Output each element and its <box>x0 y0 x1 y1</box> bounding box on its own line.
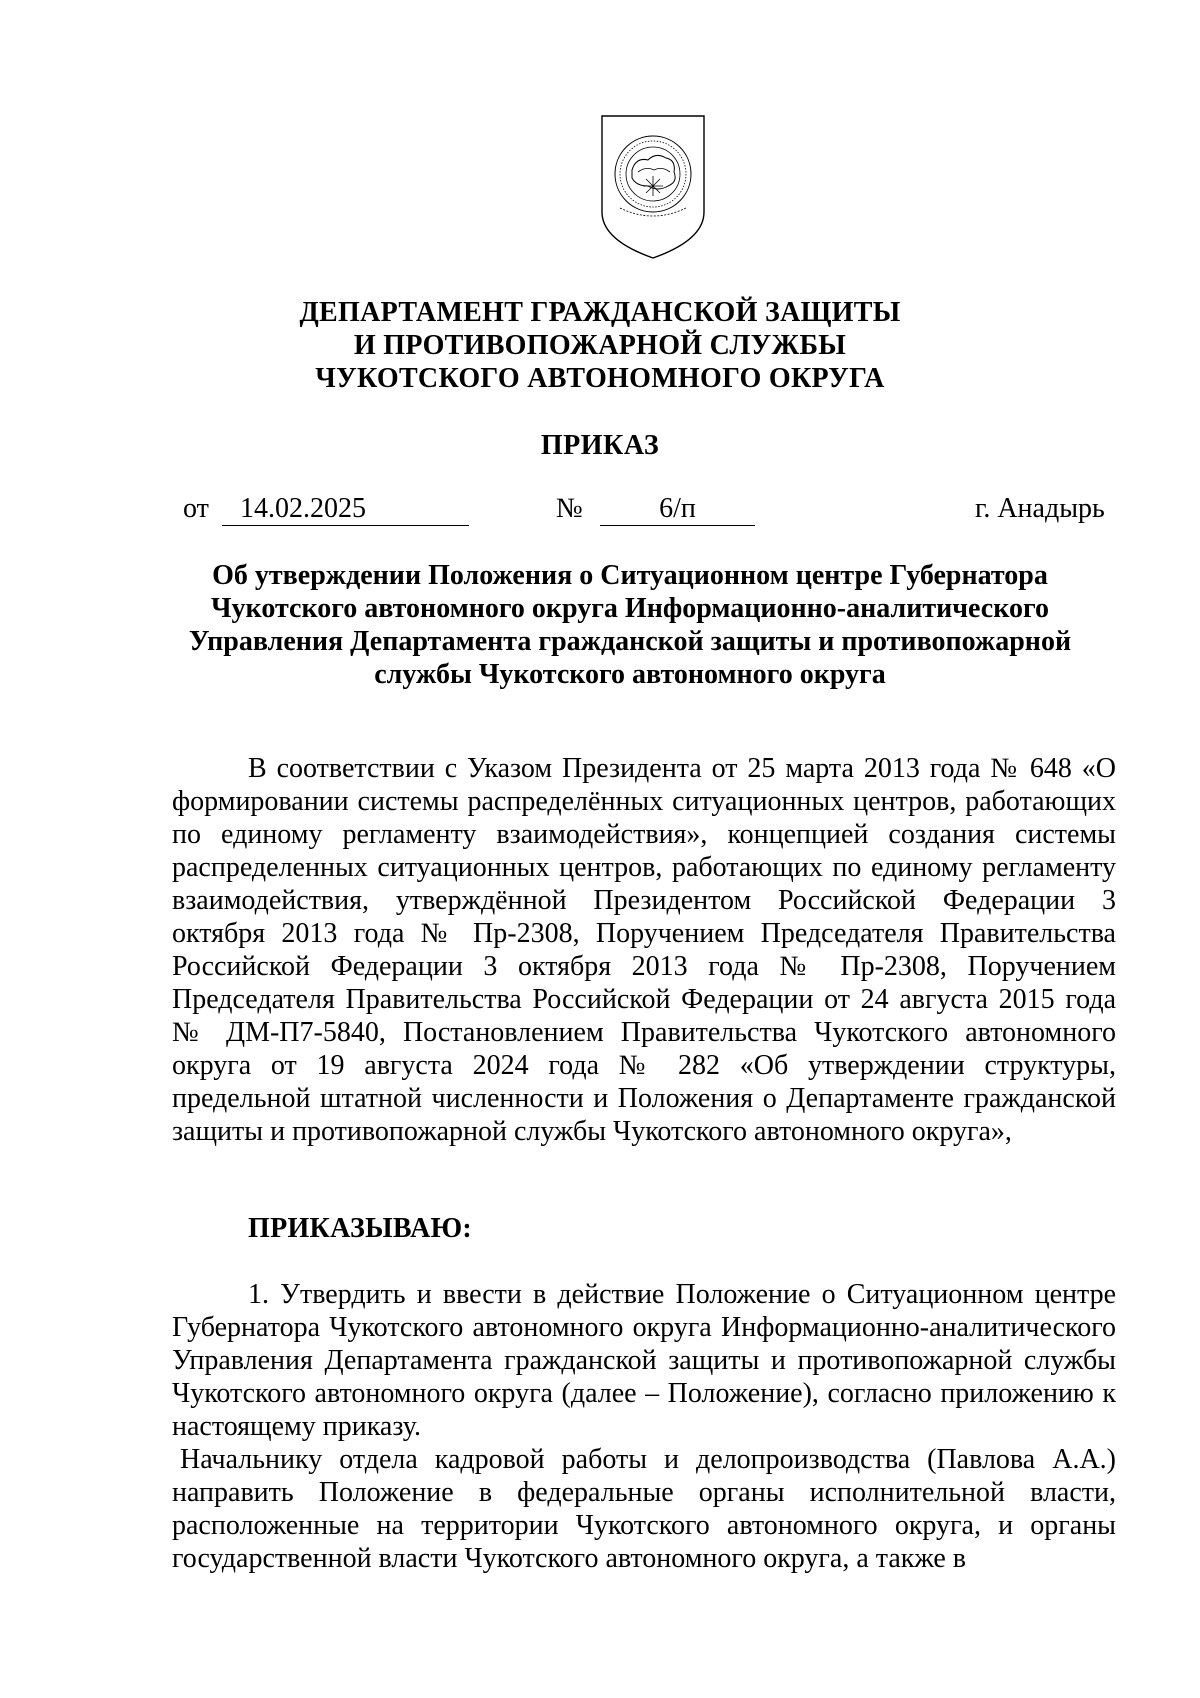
order-meta-row <box>0 493 1200 527</box>
subject-line-4: службы Чукотского автономного округа <box>374 659 886 690</box>
header-line-3: ЧУКОТСКОГО АВТОНОМНОГО ОКРУГА <box>315 363 885 394</box>
order-date: 14.02.2025 <box>222 493 469 526</box>
order-item-1: 1. Утвердить и ввести в действие Положение о Ситуационном центре Губернатора Чукотского автономного округа Информационно-аналитического Управления Департамента гражданской защиты и противопожарной службы Чукотского автономного округа (далее – Положение), согласно приложению к настоящему приказу. <box>172 1279 1116 1442</box>
subject-line-1: Об утверждении Положения о Ситуационном центре Губернатора <box>212 560 1048 591</box>
order-item-2: Начальнику отдела кадровой работы и делопроизводства (Павлова А.А.) направить Положение в федеральные органы исполнительной власти, расположенные на территории Чукотского автономного округа, и органы государственной власти Чукотского автономного округа, а также в <box>172 1444 1116 1574</box>
order-subject <box>160 559 1100 691</box>
preamble-paragraph: В соответствии с Указом Президента от 25 марта 2013 года № 648 «О формировании системы распределённых ситуационных центров, работающих по единому регламенту взаимодействия», концепцией создания системы распределенных ситуационных центров, работающих по единому регламенту взаимодействия, утверждённой Президентом Российской Федерации 3 октября 2013 года № Пр-2308, Поручением Председателя Правительства Российской Федерации 3 октября 2013 года № Пр-2308, Поручением Председателя Правительства Российской Федерации от 24 августа 2015 года № ДМ-П7-5840, Постановлением Правительства Чукотского автономного округа от 19 августа 2024 года № 282 «Об утверждении структуры, предельной штатной численности и Положения о Департаменте гражданской защиты и противопожарной службы Чукотского автономного округа», <box>172 753 1116 1147</box>
subject-line-2: Чукотского автономного округа Информационно-аналитического <box>211 593 1049 624</box>
order-number: 6/п <box>600 493 755 526</box>
department-header <box>0 296 1200 395</box>
header-line-2: И ПРОТИВОПОЖАРНОЙ СЛУЖБЫ <box>353 330 847 361</box>
coat-of-arms-icon <box>598 112 708 262</box>
header-line-1: ДЕПАРТАМЕНТ ГРАЖДАНСКОЙ ЗАЩИТЫ <box>299 297 901 328</box>
order-city: г. Анадырь <box>975 493 1105 524</box>
subject-line-3: Управления Департамента гражданской защиты и противопожарной <box>188 626 1072 657</box>
date-prefix: от <box>183 493 209 524</box>
order-title: ПРИКАЗ <box>540 430 660 461</box>
number-sign: № <box>556 493 583 524</box>
order-directive-heading: ПРИКАЗЫВАЮ: <box>248 1213 473 1244</box>
